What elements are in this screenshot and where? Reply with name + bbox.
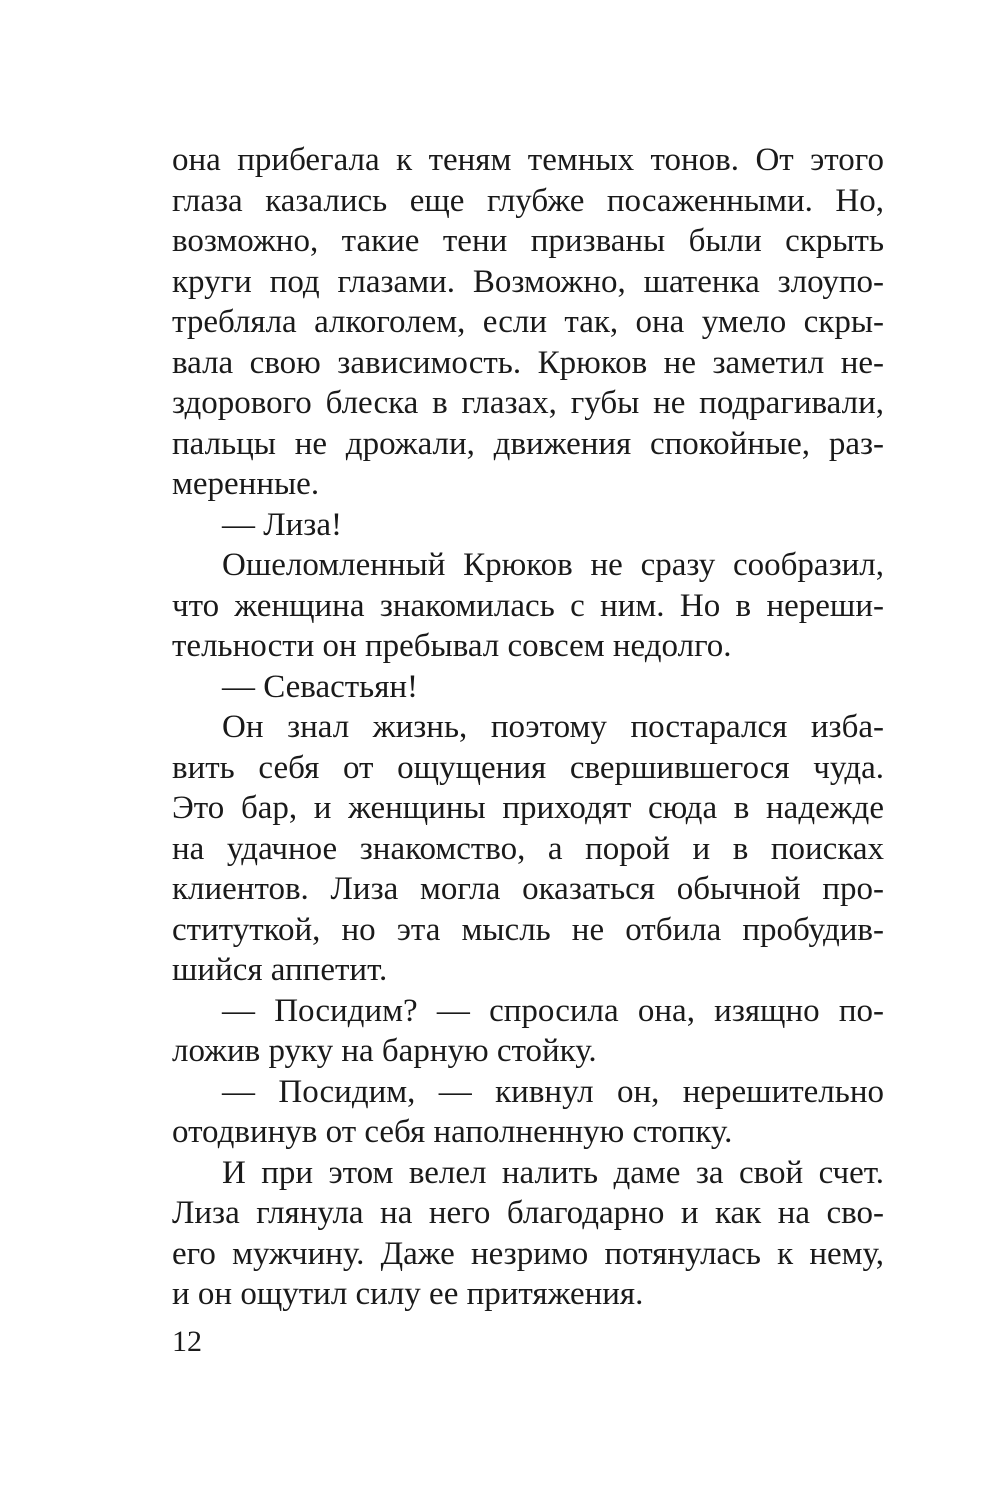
text-line: требляла алкоголем, если так, она умело скры- — [172, 304, 884, 340]
body-text — [172, 140, 884, 1315]
dialogue-line: — Севастьян! — [222, 668, 419, 705]
dialogue-line: — Посидим? — спросила она, изящно по- — [222, 992, 884, 1029]
text-line: глаза казались еще глубже посаженными. Но, — [172, 182, 884, 219]
page-number: 12 — [172, 1325, 202, 1358]
text-line: отодвинув от себя наполненную стопку. — [172, 1114, 733, 1150]
text-line: что женщина знакомилась с ним. Но в нереши- — [172, 587, 884, 624]
text-line: она прибегала к теням темных тонов. От этого — [172, 142, 884, 178]
text-line: Лиза глянула на него благодарно и как на сво- — [172, 1195, 884, 1231]
text-line: клиентов. Лиза могла оказаться обычной про- — [172, 871, 884, 907]
text-line: Ошеломленный Крюков не сразу сообразил, — [222, 547, 884, 583]
text-line: пальцы не дрожали, движения спокойные, раз- — [172, 425, 884, 462]
text-line: Он знал жизнь, поэтому постарался изба- — [222, 709, 884, 745]
text-line: на удачное знакомство, а порой и в поисках — [172, 830, 884, 867]
text-line: ституткой, но эта мысль не отбила пробудив- — [172, 911, 884, 948]
text-line: И при этом велел налить даме за свой счет. — [222, 1154, 884, 1191]
text-line: его мужчину. Даже незримо потянулась к нему, — [172, 1235, 884, 1272]
dialogue-line: — Лиза! — [222, 506, 342, 543]
text-line: здорового блеска в глазах, губы не подрагивали, — [172, 385, 884, 421]
text-line: меренные. — [172, 466, 320, 502]
text-line: и он ощутил силу ее притяжения. — [172, 1276, 644, 1312]
text-line: тельности он пребывал совсем недолго. — [172, 628, 732, 664]
text-line: Это бар, и женщины приходят сюда в надежде — [172, 790, 884, 826]
text-line: вить себя от ощущения свершившегося чуда. — [172, 749, 884, 786]
text-line: ложив руку на барную стойку. — [172, 1033, 597, 1069]
text-line: вала свою зависимость. Крюков не заметил не- — [172, 344, 884, 381]
text-line: возможно, такие тени призваны были скрыть — [172, 223, 884, 259]
dialogue-line: — Посидим, — кивнул он, нерешительно — [222, 1073, 884, 1110]
text-line: круги под глазами. Возможно, шатенка злоупо- — [172, 263, 884, 300]
text-line: шийся аппетит. — [172, 952, 388, 988]
